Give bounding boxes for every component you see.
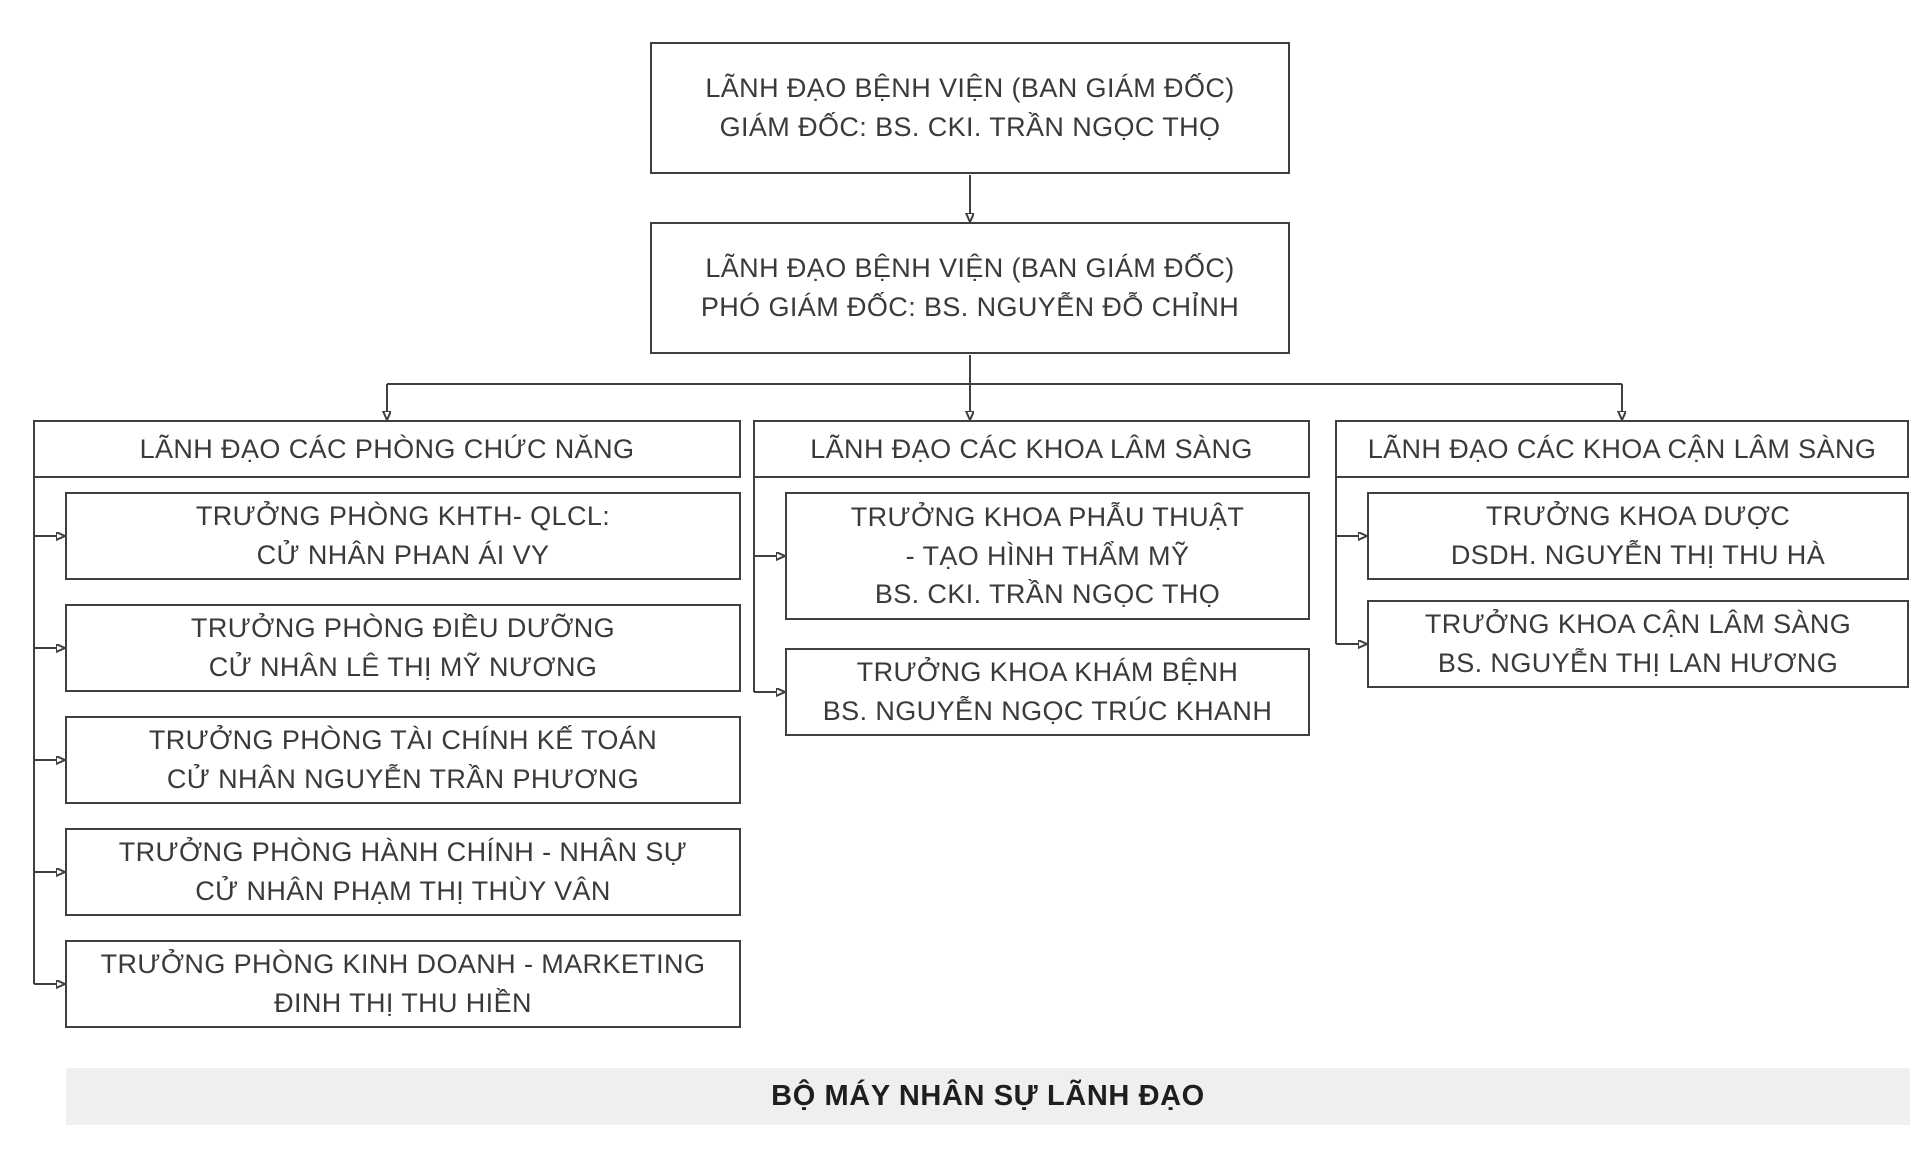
org-box-line: - TẠO HÌNH THẨM MỸ bbox=[905, 540, 1190, 571]
org-box-line: TRƯỞNG PHÒNG TÀI CHÍNH KẾ TOÁN bbox=[148, 725, 658, 756]
org-box-business-marketing bbox=[65, 940, 741, 1028]
org-box-deputy-director bbox=[650, 222, 1290, 354]
org-box-line: BS. NGUYỄN NGỌC TRÚC KHANH bbox=[822, 696, 1273, 726]
org-header-label: LÃNH ĐẠO CÁC KHOA LÂM SÀNG bbox=[810, 433, 1253, 464]
org-header-paraclinical-departments bbox=[1335, 420, 1909, 478]
footer-banner bbox=[66, 1068, 1910, 1125]
org-box-line: TRƯỞNG KHOA DƯỢC bbox=[1485, 501, 1791, 532]
org-box-line: TRƯỞNG PHÒNG HÀNH CHÍNH - NHÂN SỰ bbox=[118, 837, 688, 868]
org-box-examination bbox=[785, 648, 1310, 736]
org-box-line: TRƯỞNG KHOA KHÁM BỆNH bbox=[856, 657, 1239, 688]
org-box-line: LÃNH ĐẠO BỆNH VIỆN (BAN GIÁM ĐỐC) bbox=[705, 73, 1235, 104]
org-box-line: TRƯỞNG PHÒNG KINH DOANH - MARKETING bbox=[100, 949, 706, 980]
org-box-pharmacy bbox=[1367, 492, 1909, 580]
org-box-board-director bbox=[650, 42, 1290, 174]
org-header-label: LÃNH ĐẠO CÁC KHOA CẬN LÂM SÀNG bbox=[1367, 433, 1877, 464]
org-header-clinical-departments bbox=[753, 420, 1310, 478]
org-box-line: GIÁM ĐỐC: BS. CKI. TRẦN NGỌC THỌ bbox=[719, 112, 1221, 142]
org-box-nursing bbox=[65, 604, 741, 692]
org-box-line: DSDH. NGUYỄN THỊ THU HÀ bbox=[1450, 540, 1826, 570]
org-box-line: ĐINH THỊ THU HIỀN bbox=[274, 988, 532, 1018]
org-box-line: PHÓ GIÁM ĐỐC: BS. NGUYỄN ĐỖ CHỈNH bbox=[700, 292, 1240, 322]
org-box-line: TRƯỞNG KHOA CẬN LÂM SÀNG bbox=[1424, 609, 1852, 640]
org-box-khth-qlcl bbox=[65, 492, 741, 580]
org-box-line: CỬ NHÂN LÊ THỊ MỸ NƯƠNG bbox=[208, 652, 598, 682]
org-header-functional-departments bbox=[33, 420, 741, 478]
org-box-line: LÃNH ĐẠO BỆNH VIỆN (BAN GIÁM ĐỐC) bbox=[705, 253, 1235, 284]
org-box-admin-hr bbox=[65, 828, 741, 916]
org-box-line: TRƯỞNG KHOA PHẪU THUẬT bbox=[850, 501, 1245, 532]
org-box-line: TRƯỞNG PHÒNG ĐIỀU DƯỠNG bbox=[190, 613, 616, 644]
org-box-paraclinical bbox=[1367, 600, 1909, 688]
org-box-line: CỬ NHÂN PHAN ÁI VY bbox=[256, 540, 550, 570]
org-header-label: LÃNH ĐẠO CÁC PHÒNG CHỨC NĂNG bbox=[139, 433, 635, 464]
org-box-line: CỬ NHÂN NGUYỄN TRẦN PHƯƠNG bbox=[166, 764, 640, 794]
org-box-plastic-surgery bbox=[785, 492, 1310, 620]
footer-banner-label: BỘ MÁY NHÂN SỰ LÃNH ĐẠO bbox=[771, 1080, 1205, 1112]
org-box-line: BS. CKI. TRẦN NGỌC THỌ bbox=[874, 579, 1221, 610]
org-box-finance-accounting bbox=[65, 716, 741, 804]
org-box-line: TRƯỞNG PHÒNG KHTH- QLCL: bbox=[195, 501, 611, 532]
org-box-line: BS. NGUYỄN THỊ LAN HƯƠNG bbox=[1437, 648, 1839, 678]
org-box-line: CỬ NHÂN PHẠM THỊ THÙY VÂN bbox=[195, 876, 611, 906]
